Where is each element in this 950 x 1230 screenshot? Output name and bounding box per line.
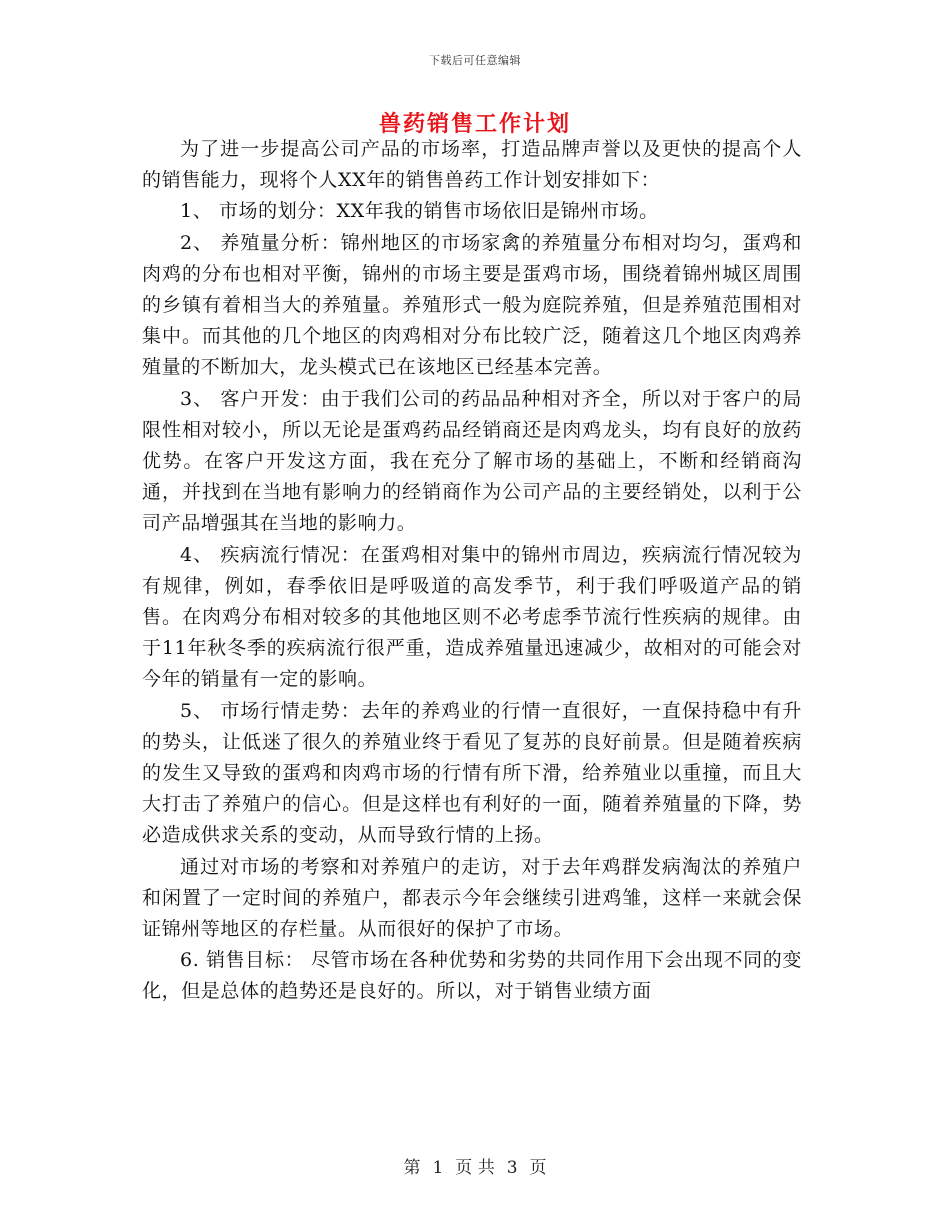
paragraph-disease-situation: 4、 疾病流行情况：在蛋鸡相对集中的锦州市周边，疾病流行情况较为有规律，例如，春季依旧是呼吸道的高发季节，利于我们呼吸道产品的销售。在肉鸡分布相对较多的其他地区则不必考虑季节流行性疾病的规律。由于11年秋冬季的疾病流行很严重，造成养殖量迅速减少，故相对的可能会对今年的销量有一定的影响。: [142, 543, 802, 691]
document-title: 兽药销售工作计划: [378, 111, 571, 137]
page-number-prefix: 第: [403, 1158, 421, 1178]
page-number-current: 1: [432, 1158, 444, 1178]
header-note: 下载后可任意编辑: [429, 54, 521, 67]
paragraph-intro: 为了进一步提高公司产品的市场率，打造品牌声誉以及更快的提高个人的销售能力，现将个人XX年的销售兽药工作计划安排如下：: [142, 138, 802, 192]
paragraph-market-survey: 通过对市场的考察和对养殖户的走访，对于去年鸡群发病淘汰的养殖户和闲置了一定时间的养殖户，都表示今年会继续引进鸡雏，这样一来就会保证锦州等地区的存栏量。从而很好的保护了市场。: [142, 855, 802, 941]
paragraph-breeding-analysis: 2、 养殖量分析：锦州地区的市场家禽的养殖量分布相对均匀，蛋鸡和肉鸡的分布也相对平衡，锦州的市场主要是蛋鸡市场，围绕着锦州城区周围的乡镇有着相当大的养殖量。养殖形式一般为庭院养殖，但是养殖范围相对集中。而其他的几个地区的肉鸡相对分布比较广泛，随着这几个地区肉鸡养殖量的不断加大，龙头模式已在该地区已经基本完善。: [142, 231, 802, 379]
paragraph-customer-development: 3、 客户开发：由于我们公司的药品品种相对齐全，所以对于客户的局限性相对较小，所以无论是蛋鸡药品经销商还是肉鸡龙头，均有良好的放药优势。在客户开发这方面，我在充分了解市场的基础上，不断和经销商沟通，并找到在当地有影响力的经销商作为公司产品的主要经销处，以利于公司产品增强其在当地的影响力。: [142, 387, 802, 535]
page-number: [0, 1153, 950, 1178]
page-number-middle: 页 共: [455, 1158, 495, 1178]
document-body: [142, 134, 802, 1008]
paragraph-market-division: 1、 市场的划分：XX年我的销售市场依旧是锦州市场。: [180, 200, 659, 223]
paragraph-market-trend: 5、 市场行情走势：去年的养鸡业的行情一直很好，一直保持稳中有升的势头，让低迷了很久的养殖业终于看见了复苏的良好前景。但是随着疾病的发生又导致的蛋鸡和肉鸡市场的行情有所下滑，给养殖业以重撞，而且大大打击了养殖户的信心。但是这样也有利好的一面，随着养殖量的下降，势必造成供求关系的变动，从而导致行情的上扬。: [142, 699, 802, 847]
page-number-total: 3: [506, 1158, 518, 1178]
paragraph-sales-target: 6. 销售目标： 尽管市场在各种优势和劣势的共同作用下会出现不同的变化，但是总体的趋势还是良好的。所以，对于销售业绩方面: [142, 949, 802, 1003]
page-number-suffix: 页: [529, 1158, 547, 1178]
